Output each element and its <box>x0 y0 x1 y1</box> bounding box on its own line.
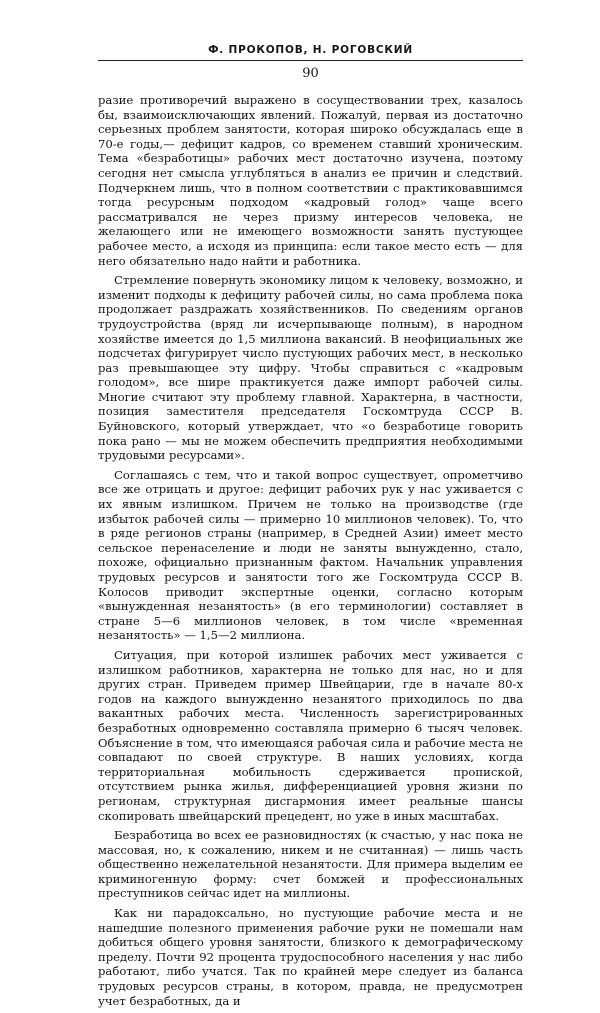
paragraph: Стремление повернуть экономику лицом к человеку, возможно, и изменит подходы к дефициту рабочей силы, но сама проблема пока продолжает раздражать хозяйственников. По сведениям органов трудоустройства (вряд ли исчерпывающе полным), в народном хозяйстве имеется до 1,5 миллиона вакансий. В неофициальных же подсчетах фигурирует число пустующих рабочих мест, в несколько раз превышающее эту цифру. Чтобы справиться с «кадровым голодом», все шире практикуется даже импорт рабочей силы. Многие считают эту проблему главной. Характерна, в частности, позиция заместителя председателя Госкомтруда СССР В. Буйновского, который утверждает, что «о безработице говорить пока рано — мы не можем обеспечить предприятия необходимыми трудовыми ресурсами». <box>98 273 523 463</box>
page-number: 90 <box>302 66 319 81</box>
paragraph-continuation: разие противоречий выражено в сосуществовании трех, казалось бы, взаимоисключающих явлений. Пожалуй, первая из достаточно серьезных проблем занятости, которая широко обсуждалась еще в 70-е годы,— дефицит кадров, со временем ставший хроническим. Тема «безработицы» рабочих мест достаточно изучена, поэтому сегодня нет смысла углубляться в анализ ее причин и следствий. Подчеркнем лишь, что в полном соответствии с практиковавшимся тогда ресурсным подходом «кадровый голод» чаще всего рассматривался не через призму интересов человека, не желающего или не имеющего возможности занять пустующее рабочее место, а исходя из принципа: если такое место есть — для него обязательно надо найти и работника. <box>98 93 523 268</box>
body-text <box>98 93 523 1008</box>
book-page <box>98 44 523 1013</box>
paragraph: Ситуация, при которой излишек рабочих мест уживается с излишком работников, характерна не только для нас, но и для других стран. Приведем пример Швейцарии, где в начале 80-х годов на каждого вынужденно незанятого приходилось по два вакантных рабочих места. Численность зарегистрированных безработных одновременно составляла примерно 6 тысяч человек. Объяснение в том, что имеющаяся рабочая сила и рабочие места не совпадают по своей структуре. В наших условиях, когда территориальная мобильность сдерживается пропиской, отсутствием рынка жилья, дифференциацией уровня жизни по регионам, структурная дисгармония имеет реальные шансы скопировать швейцарский прецедент, но уже в иных масштабах. <box>98 647 523 823</box>
paragraph: Безработица во всех ее разновидностях (к счастью, у нас пока не массовая, но, к сожалению, никем и не считанная) — лишь часть общественно нежелательной незанятости. Для примера выделим ее криминогенную форму: счет бомжей и профессиональных преступников сейчас идет на миллионы. <box>98 828 523 901</box>
paragraph: Как ни парадоксально, но пустующие рабочие места и не нашедшие полезного применения рабочие руки не помешали нам добиться общего уровня занятости, близкого к демографическому пределу. Почти 92 процента трудоспособного населения у нас либо работают, либо учатся. Так по крайней мере следует из баланса трудовых ресурсов страны, в котором, правда, не предусмотрен учет безработных, да и <box>98 906 523 1008</box>
running-head: Ф. ПРОКОПОВ, Н. РОГОВСКИЙ <box>98 44 523 61</box>
paragraph: Соглашаясь с тем, что и такой вопрос существует, опрометчиво все же отрицать и другое: дефицит рабочих рук у нас уживается с их явным излишком. Причем не только на производстве (где избыток рабочей силы — примерно 10 миллионов человек). То, что в ряде регионов страны (например, в Средней Азии) имеет место сельское перенаселение и люди не заняты вынужденно, стало, похоже, официально признанным фактом. Начальник управления трудовых ресурсов и занятости того же Госкомтруда СССР В. Колосов приводит экспертные оценки, согласно которым «вынужденная незанятость» (в его терминологии) составляет в стране 5—6 миллионов человек, в том числе «временная незанятость» — 1,5—2 миллиона. <box>98 467 523 643</box>
